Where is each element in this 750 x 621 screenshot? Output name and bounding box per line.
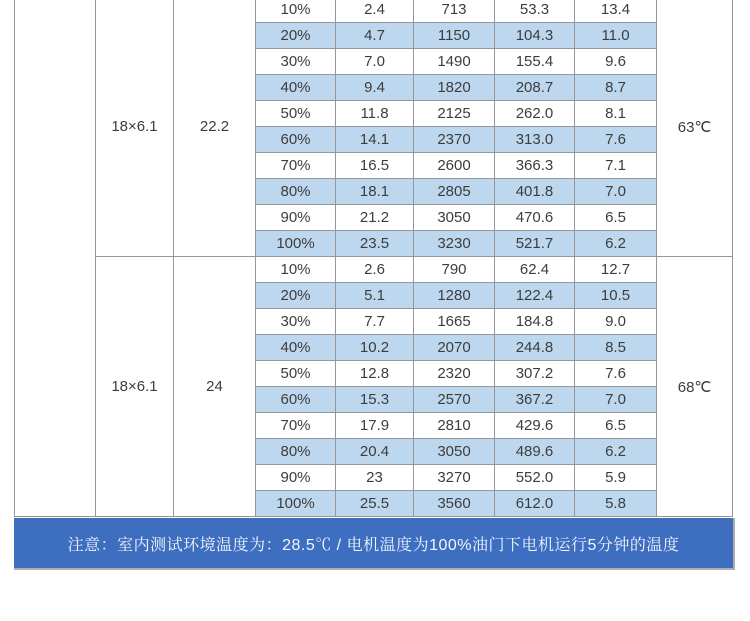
current-cell: 2.6: [336, 257, 414, 283]
throttle-cell: 100%: [256, 491, 336, 517]
throttle-cell: 70%: [256, 153, 336, 179]
efficiency-cell: 6.2: [575, 439, 657, 465]
voltage-cell: 22.2: [174, 0, 256, 257]
rpm-cell: 3050: [414, 205, 495, 231]
spec-table: [14, 0, 733, 517]
thrust-cell: 470.6: [495, 205, 575, 231]
model-cell: [15, 0, 96, 517]
efficiency-cell: 10.5: [575, 283, 657, 309]
efficiency-cell: 11.0: [575, 23, 657, 49]
rpm-cell: 2070: [414, 335, 495, 361]
throttle-cell: 60%: [256, 127, 336, 153]
throttle-cell: 50%: [256, 361, 336, 387]
current-cell: 2.4: [336, 0, 414, 23]
table-row: [15, 257, 733, 283]
efficiency-cell: 7.1: [575, 153, 657, 179]
note-text: 注意：室内测试环境温度为：28.5℃ / 电机温度为100%油门下电机运行5分钟的温度: [67, 536, 680, 554]
spec-table-body: [15, 0, 733, 517]
current-cell: 23: [336, 465, 414, 491]
current-cell: 23.5: [336, 231, 414, 257]
rpm-cell: 3050: [414, 439, 495, 465]
efficiency-cell: 13.4: [575, 0, 657, 23]
thrust-cell: 53.3: [495, 0, 575, 23]
throttle-cell: 80%: [256, 179, 336, 205]
current-cell: 15.3: [336, 387, 414, 413]
current-cell: 20.4: [336, 439, 414, 465]
table-row: [15, 0, 733, 23]
rpm-cell: 1490: [414, 49, 495, 75]
rpm-cell: 2570: [414, 387, 495, 413]
thrust-cell: 366.3: [495, 153, 575, 179]
efficiency-cell: 7.6: [575, 127, 657, 153]
current-cell: 17.9: [336, 413, 414, 439]
prop-size-cell: 18×6.1: [96, 257, 174, 517]
rpm-cell: 713: [414, 0, 495, 23]
rpm-cell: 3560: [414, 491, 495, 517]
throttle-cell: 70%: [256, 413, 336, 439]
throttle-cell: 100%: [256, 231, 336, 257]
current-cell: 10.2: [336, 335, 414, 361]
current-cell: 21.2: [336, 205, 414, 231]
throttle-cell: 90%: [256, 465, 336, 491]
current-cell: 7.0: [336, 49, 414, 75]
throttle-cell: 60%: [256, 387, 336, 413]
throttle-cell: 20%: [256, 23, 336, 49]
throttle-cell: 40%: [256, 75, 336, 101]
efficiency-cell: 12.7: [575, 257, 657, 283]
thrust-cell: 489.6: [495, 439, 575, 465]
rpm-cell: 2805: [414, 179, 495, 205]
note-banner: [14, 518, 735, 570]
rpm-cell: 790: [414, 257, 495, 283]
current-cell: 5.1: [336, 283, 414, 309]
efficiency-cell: 6.5: [575, 413, 657, 439]
thrust-cell: 244.8: [495, 335, 575, 361]
rpm-cell: 1150: [414, 23, 495, 49]
thrust-cell: 184.8: [495, 309, 575, 335]
thrust-cell: 62.4: [495, 257, 575, 283]
thrust-cell: 521.7: [495, 231, 575, 257]
efficiency-cell: 5.8: [575, 491, 657, 517]
thrust-cell: 104.3: [495, 23, 575, 49]
thrust-cell: 155.4: [495, 49, 575, 75]
thrust-cell: 367.2: [495, 387, 575, 413]
rpm-cell: 1280: [414, 283, 495, 309]
throttle-cell: 20%: [256, 283, 336, 309]
throttle-cell: 10%: [256, 0, 336, 23]
efficiency-cell: 8.7: [575, 75, 657, 101]
efficiency-cell: 8.5: [575, 335, 657, 361]
motor-temp-cell: 68℃: [657, 257, 733, 517]
rpm-cell: 2320: [414, 361, 495, 387]
throttle-cell: 10%: [256, 257, 336, 283]
spec-table-region: [14, 0, 735, 517]
rpm-cell: 3270: [414, 465, 495, 491]
current-cell: 12.8: [336, 361, 414, 387]
current-cell: 16.5: [336, 153, 414, 179]
efficiency-cell: 7.6: [575, 361, 657, 387]
throttle-cell: 90%: [256, 205, 336, 231]
efficiency-cell: 9.0: [575, 309, 657, 335]
current-cell: 25.5: [336, 491, 414, 517]
rpm-cell: 2600: [414, 153, 495, 179]
thrust-cell: 122.4: [495, 283, 575, 309]
thrust-cell: 552.0: [495, 465, 575, 491]
rpm-cell: 3230: [414, 231, 495, 257]
efficiency-cell: 7.0: [575, 179, 657, 205]
current-cell: 9.4: [336, 75, 414, 101]
motor-temp-cell: 63℃: [657, 0, 733, 257]
current-cell: 7.7: [336, 309, 414, 335]
efficiency-cell: 6.2: [575, 231, 657, 257]
current-cell: 11.8: [336, 101, 414, 127]
thrust-cell: 208.7: [495, 75, 575, 101]
throttle-cell: 30%: [256, 309, 336, 335]
thrust-cell: 307.2: [495, 361, 575, 387]
rpm-cell: 2370: [414, 127, 495, 153]
rpm-cell: 1665: [414, 309, 495, 335]
throttle-cell: 40%: [256, 335, 336, 361]
throttle-cell: 30%: [256, 49, 336, 75]
efficiency-cell: 7.0: [575, 387, 657, 413]
thrust-cell: 313.0: [495, 127, 575, 153]
efficiency-cell: 9.6: [575, 49, 657, 75]
prop-size-cell: 18×6.1: [96, 0, 174, 257]
rpm-cell: 2810: [414, 413, 495, 439]
efficiency-cell: 6.5: [575, 205, 657, 231]
current-cell: 18.1: [336, 179, 414, 205]
thrust-cell: 612.0: [495, 491, 575, 517]
thrust-cell: 262.0: [495, 101, 575, 127]
current-cell: 14.1: [336, 127, 414, 153]
rpm-cell: 2125: [414, 101, 495, 127]
efficiency-cell: 8.1: [575, 101, 657, 127]
thrust-cell: 429.6: [495, 413, 575, 439]
throttle-cell: 80%: [256, 439, 336, 465]
rpm-cell: 1820: [414, 75, 495, 101]
throttle-cell: 50%: [256, 101, 336, 127]
efficiency-cell: 5.9: [575, 465, 657, 491]
thrust-cell: 401.8: [495, 179, 575, 205]
voltage-cell: 24: [174, 257, 256, 517]
current-cell: 4.7: [336, 23, 414, 49]
